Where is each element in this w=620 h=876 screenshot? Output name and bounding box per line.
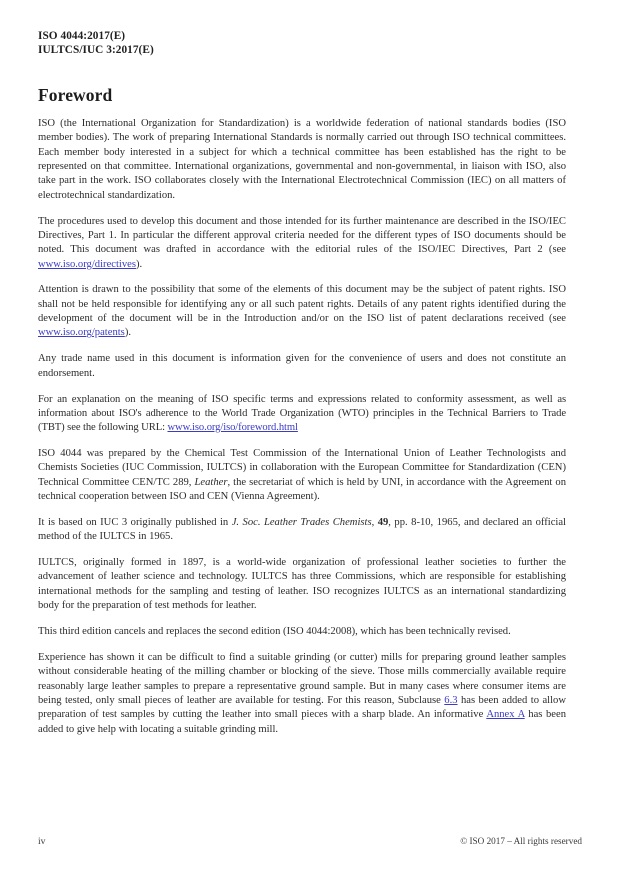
page-footer [38, 836, 582, 847]
document-header [38, 30, 566, 57]
link-subclause-6-3[interactable]: 6.3 [444, 694, 458, 706]
paragraph-iso-overview: ISO (the International Organization for Standardization) is a worldwide federation of national standards bodies (ISO member bodies). The work of preparing International Standards is normally carried out through ISO technical committees. Each member body interested in a subject for which a technical committee has been established has the right to be represented on that committee. International organizations, governmental and non-governmental, in liaison with ISO, also take part in the work. ISO collaborates closely with the International Electrotechnical Commission (IEC) on all matters of electrotechnical standardization. [38, 118, 566, 201]
journal-volume: 49 [377, 516, 389, 528]
paragraph-grinding-mills [38, 651, 566, 737]
link-annex-a[interactable]: Annex A [486, 709, 525, 721]
paragraph-procedures-text: The procedures used to develop this document and those intended for its further maintenance are described in the ISO/IEC Directives, Part 1. In particular the different approval criteria needed for the different types of ISO documents should be noted. This document was drafted in accordance with the editorial rules of the ISO/IEC Directives, Part 2 (see [38, 215, 566, 256]
foreword-body [38, 117, 566, 737]
link-iso-directives[interactable]: www.iso.org/directives [38, 258, 136, 270]
paragraph-procedures [38, 215, 566, 272]
paragraph-preparation-tail: , the secretariat of which is held by UNI, in accordance with the Agreement on technical cooperation between ISO and CEN (Vienna Agreement). [38, 476, 566, 503]
paragraph-iuc3-origin [38, 516, 566, 545]
paragraph-grinding-text-a: Experience has shown it can be difficult to find a suitable grinding (or cutter) mills for preparing ground leather samples without considerable heating of the milling chamber or blocking of the sieve. Those mills commercially available require reasonably large leather samples to prepare a representative ground sample. But in many cases where consumer items are being tested, only small pieces of leather are available for testing. For this reason, Subclause [38, 651, 566, 706]
paragraph-iuc3-tail: , pp. 8-10, 1965, and declared an official method of the IULTCS in 1965. [38, 516, 566, 543]
standard-number-iultcs: IULTCS/IUC 3:2017(E) [38, 43, 154, 56]
paragraph-iuc3-text: It is based on IUC 3 originally published in [38, 516, 232, 528]
paragraph-preparation-body [38, 447, 566, 504]
paragraph-patent-rights-tail: ). [124, 327, 131, 339]
journal-title: J. Soc. Leather Trades Chemists [231, 516, 372, 528]
paragraph-procedures-tail: ). [135, 258, 143, 270]
link-iso-foreword-html[interactable]: www.iso.org/iso/foreword.html [167, 422, 298, 434]
paragraph-wto-tbt-text: For an explanation on the meaning of ISO specific terms and expressions related to conformity assessment, as well as information about ISO's adherence to the World Trade Organization (WTO) principles in the Technical Barriers to Trade (TBT) see the following URL: [38, 393, 566, 434]
paragraph-patent-rights [38, 283, 566, 340]
footer-page-number: iv [38, 836, 46, 847]
paragraph-grinding-text-b: has been added to allow preparation of test samples by cutting the leather into small pieces with a sharp blade. An informative [38, 694, 566, 721]
paragraph-wto-tbt [38, 393, 566, 436]
journal-separator: , [371, 516, 378, 528]
committee-title-leather: Leather [194, 476, 228, 488]
paragraph-trade-name: Any trade name used in this document is information given for the convenience of users and does not constitute an endorsement. [38, 353, 566, 379]
standard-number-iso: ISO 4044:2017(E) [38, 30, 126, 42]
page-title: Foreword [38, 85, 113, 105]
link-iso-patents[interactable]: www.iso.org/patents [38, 327, 125, 339]
paragraph-grinding-text-c: has been added to give help with locating a suitable grinding mill. [38, 709, 567, 735]
paragraph-patent-rights-text: Attention is drawn to the possibility that some of the elements of this document may be the subject of patent rights. ISO shall not be held responsible for identifying any or all such patent rights. Details of any patent rights identified during the development of the document will be in the Introduction and/or on the ISO list of patent declarations received (see [38, 284, 566, 325]
paragraph-preparation-text: ISO 4044 was prepared by the Chemical Test Commission of the International Union of Leather Technologists and Chemists Societies (IUC Commission, IULTCS) in collaboration with the European Committee for Standardization (CEN) Technical Committee CEN/TC 289, [38, 448, 566, 488]
footer-copyright: © ISO 2017 – All rights reserved [460, 836, 582, 846]
paragraph-third-edition: This third edition cancels and replaces the second edition (ISO 4044:2008), which has been technically revised. [38, 625, 511, 637]
paragraph-iultcs-history: IULTCS, originally formed in 1897, is a world-wide organization of professional leather societies to further the advancement of leather science and technology. IULTCS has three Commissions, which are responsible for establishing international methods for the sampling and testing of leather. ISO recognizes IULTCS as an international standardizing body for the preparation of test methods for leather. [38, 557, 566, 612]
